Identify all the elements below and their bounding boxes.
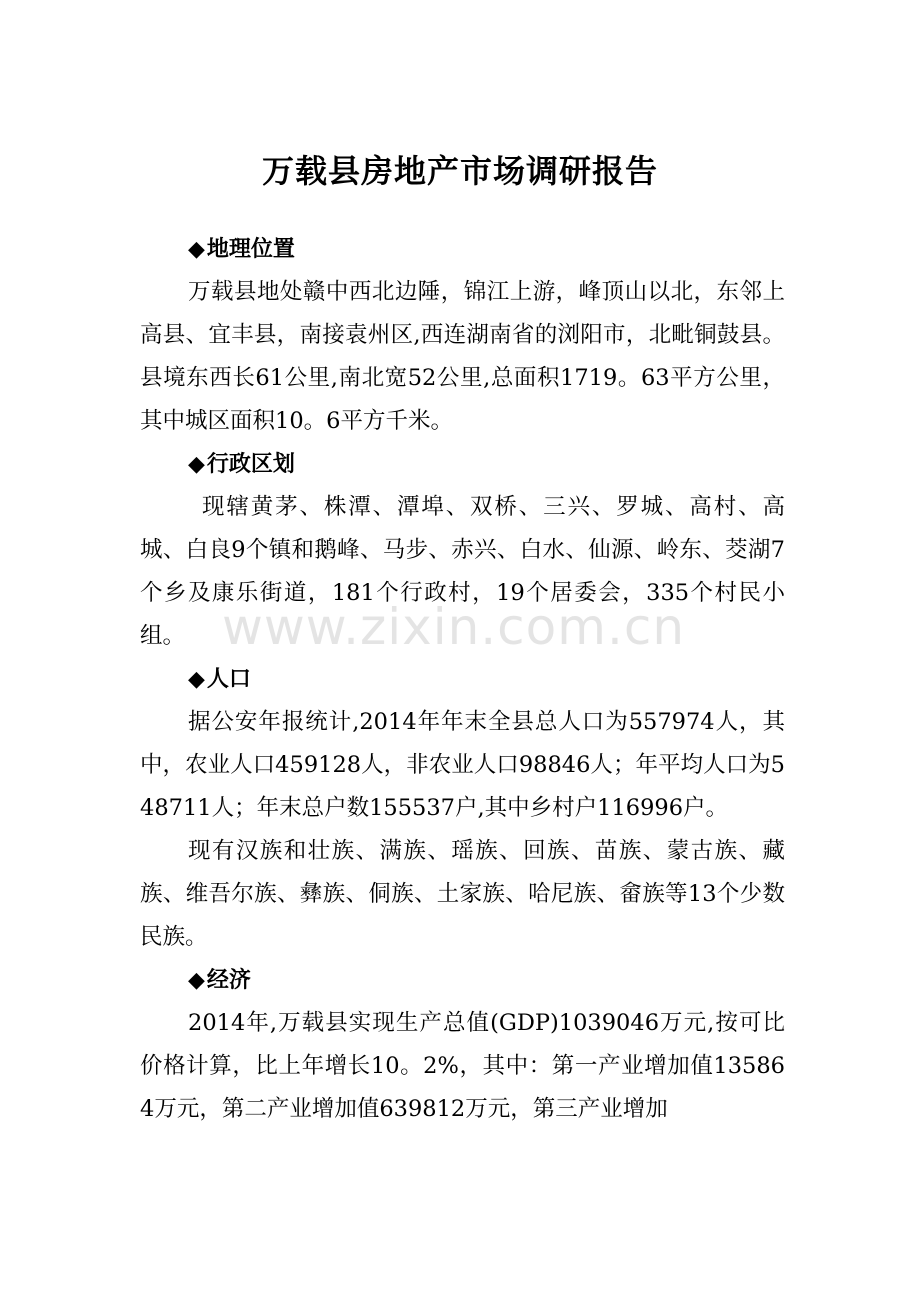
diamond-icon: ◆ bbox=[188, 452, 205, 477]
paragraph: 2014年,万载县实现生产总值(GDP)1039046万元,按可比价格计算，比上年增长10。2%，其中：第一产业增加值135864万元，第二产业增加值639812万元，第三产业增加 bbox=[140, 1010, 785, 1122]
diamond-icon: ◆ bbox=[188, 667, 205, 692]
watermark: www.zixin.com.cn bbox=[222, 598, 686, 656]
section-heading-economy: ◆经济 bbox=[188, 968, 251, 993]
section-heading-geography: ◆地理位置 bbox=[188, 237, 295, 262]
document-title: 万载县房地产市场调研报告 bbox=[261, 152, 658, 190]
paragraph: 现有汉族和壮族、满族、瑶族、回族、苗族、蒙古族、藏族、维吾尔族、彝族、侗族、土家族、哈尼族、畲族等13个少数民族。 bbox=[140, 838, 785, 950]
paragraph: 据公安年报统计,2014年年末全县总人口为557974人，其中，农业人口459128人，非农业人口98846人；年平均人口为548711人；年末总户数155537户,其中乡村户116996户。 bbox=[140, 709, 785, 821]
diamond-icon: ◆ bbox=[188, 237, 205, 262]
section-heading-administrative: ◆行政区划 bbox=[188, 452, 295, 477]
document-body bbox=[140, 228, 785, 1131]
paragraph: 现辖黄茅、株潭、潭埠、双桥、三兴、罗城、高村、高城、白良9个镇和鹅峰、马步、赤兴、白水、仙源、岭东、茭湖7个乡及康乐街道，181个行政村，19个居委会，335个村民小组。 bbox=[140, 494, 785, 649]
diamond-icon: ◆ bbox=[188, 968, 205, 993]
paragraph: 万载县地处赣中西北边陲，锦江上游，峰顶山以北，东邻上高县、宜丰县，南接袁州区,西连湖南省的浏阳市，北毗铜鼓县。县境东西长61公里,南北宽52公里,总面积1719。63平方公里，其中城区面积10。6平方千米。 bbox=[140, 279, 785, 434]
section-heading-population: ◆人口 bbox=[188, 667, 251, 692]
